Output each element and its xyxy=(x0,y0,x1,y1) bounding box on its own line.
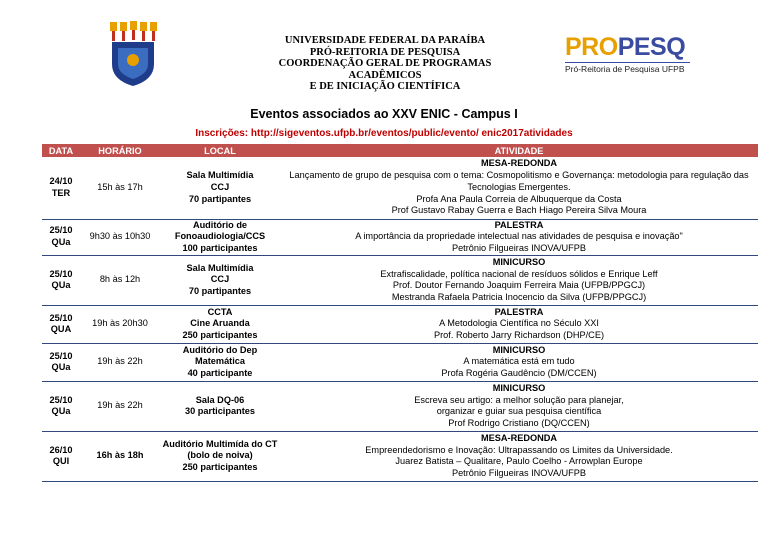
date-cell: 25/10 QUa xyxy=(42,343,80,381)
institution-line: UNIVERSIDADE FEDERAL DA PARAÍBA xyxy=(284,35,486,46)
header-data: DATA xyxy=(42,144,80,157)
table-row xyxy=(42,157,758,219)
page-header xyxy=(0,0,768,100)
table-row xyxy=(42,431,758,481)
time-cell: 15h às 17h xyxy=(80,157,160,219)
date-cell: 25/10 QUa xyxy=(42,381,80,431)
local-cell: Sala Multimídia CCJ 70 partipantes xyxy=(160,157,280,219)
registration-line xyxy=(0,128,768,139)
header-local: LOCAL xyxy=(160,144,280,157)
logo-pesq: PESQ xyxy=(617,33,686,61)
registration-label: Inscrições: xyxy=(195,128,251,139)
date-cell: 25/10 QUa xyxy=(42,219,80,255)
table-row xyxy=(42,255,758,305)
header-atividade: ATIVIDADE xyxy=(280,144,758,157)
local-cell: Sala Multimídia CCJ 70 partipantes xyxy=(160,255,280,305)
table-row xyxy=(42,381,758,431)
activity-type: MESA-REDONDA xyxy=(480,158,558,169)
time-cell: 19h às 22h xyxy=(80,381,160,431)
local-cell: CCTA Cine Aruanda 250 participantes xyxy=(160,305,280,343)
time-cell: 9h30 às 10h30 xyxy=(80,219,160,255)
local-cell: Sala DQ-06 30 participantes xyxy=(160,381,280,431)
time-cell: 16h às 18h xyxy=(80,431,160,481)
events-table xyxy=(42,144,758,482)
local-cell: Auditório Multimída do CT (bolo de noiva) 250 participantes xyxy=(160,431,280,481)
date-cell: 25/10 QUA xyxy=(42,305,80,343)
table-row xyxy=(42,305,758,343)
table-row xyxy=(42,343,758,381)
institution-line: COORDENAÇÃO GERAL DE PROGRAMAS ACADÊMICOS xyxy=(278,58,492,81)
local-cell: Auditório do Dep Matemática 40 participante xyxy=(160,343,280,381)
local-cell: Auditório de Fonoaudiologia/CCS 100 participantes xyxy=(160,219,280,255)
activity-cell: PALESTRA A importância da propriedade intelectual nas atividades de pesquisa e inovação" Petrônio Filgueiras INOVA/UFPB xyxy=(280,219,758,255)
header-horario: HORÁRIO xyxy=(80,144,160,157)
date-cell: 26/10 QUI xyxy=(42,431,80,481)
time-cell: 8h às 12h xyxy=(80,255,160,305)
propesq-logo xyxy=(565,34,695,78)
registration-link[interactable]: http://sigeventos.ufpb.br/eventos/public/evento/ enic2017atividades xyxy=(250,128,573,139)
activity-cell: PALESTRA A Metodologia Científica no Século XXI Prof. Roberto Jarry Richardson (DHP/CE) xyxy=(280,305,758,343)
activity-type: MINICURSO xyxy=(492,344,546,355)
activity-cell: MESA-REDONDA Empreendedorismo e Inovação: Ultrapassando os Limites da Universidade. Juarez Batista – Qualitare, Paulo Coelho - Arrowplan Europe Petrônio Filgueiras INOVA/UFPB xyxy=(280,431,758,481)
activity-type: PALESTRA xyxy=(494,219,544,230)
activity-type: PALESTRA xyxy=(494,306,544,317)
date-cell: 24/10 TER xyxy=(42,157,80,219)
activity-cell: MINICURSO Escreva seu artigo: a melhor solução para planejar, organizar e guiar sua pesquisa científica Prof Rodrigo Cristiano (DQ/CCEN) xyxy=(280,381,758,431)
activity-cell: MINICURSO Extrafiscalidade, política nacional de resíduos sólidos e Enrique Leff Prof. Doutor Fernando Joaquim Ferreira Maia (UFPB/PPGCJ) Mestranda Rafaela Patricia Inocencio da Silva (UFPB/PPGCJ) xyxy=(280,255,758,305)
logo-subtitle: Pró-Reitoria de Pesquisa UFPB xyxy=(565,62,690,74)
activity-type: MESA-REDONDA xyxy=(480,432,558,443)
activity-type: MINICURSO xyxy=(492,382,546,393)
ufpb-crest-icon xyxy=(106,20,160,88)
logo-pro: PRO xyxy=(565,33,618,61)
time-cell: 19h às 20h30 xyxy=(80,305,160,343)
institution-line: E DE INICIAÇÃO CIENTÍFICA xyxy=(309,81,461,92)
activity-cell: MESA-REDONDA Lançamento de grupo de pesquisa com o tema: Cosmopolitismo e Governança: metodologia para regulação das Tecnologias Emergentes. Profa Ana Paula Correia de Albuquerque da Costa Prof Gustavo Rabay Guerra e Bach Hiago Pereira Silva Moura xyxy=(280,157,758,219)
institution-line: PRÓ-REITORIA DE PESQUISA xyxy=(309,46,461,58)
institution-name xyxy=(250,35,520,93)
table-row xyxy=(42,219,758,255)
activity-cell: MINICURSO A matemática está em tudo Profa Rogéria Gaudêncio (DM/CCEN) xyxy=(280,343,758,381)
page-title: Eventos associados ao XXV ENIC - Campus I xyxy=(250,107,518,121)
table-header-row xyxy=(42,144,758,157)
time-cell: 19h às 22h xyxy=(80,343,160,381)
activity-type: MINICURSO xyxy=(492,256,546,267)
date-cell: 25/10 QUa xyxy=(42,255,80,305)
